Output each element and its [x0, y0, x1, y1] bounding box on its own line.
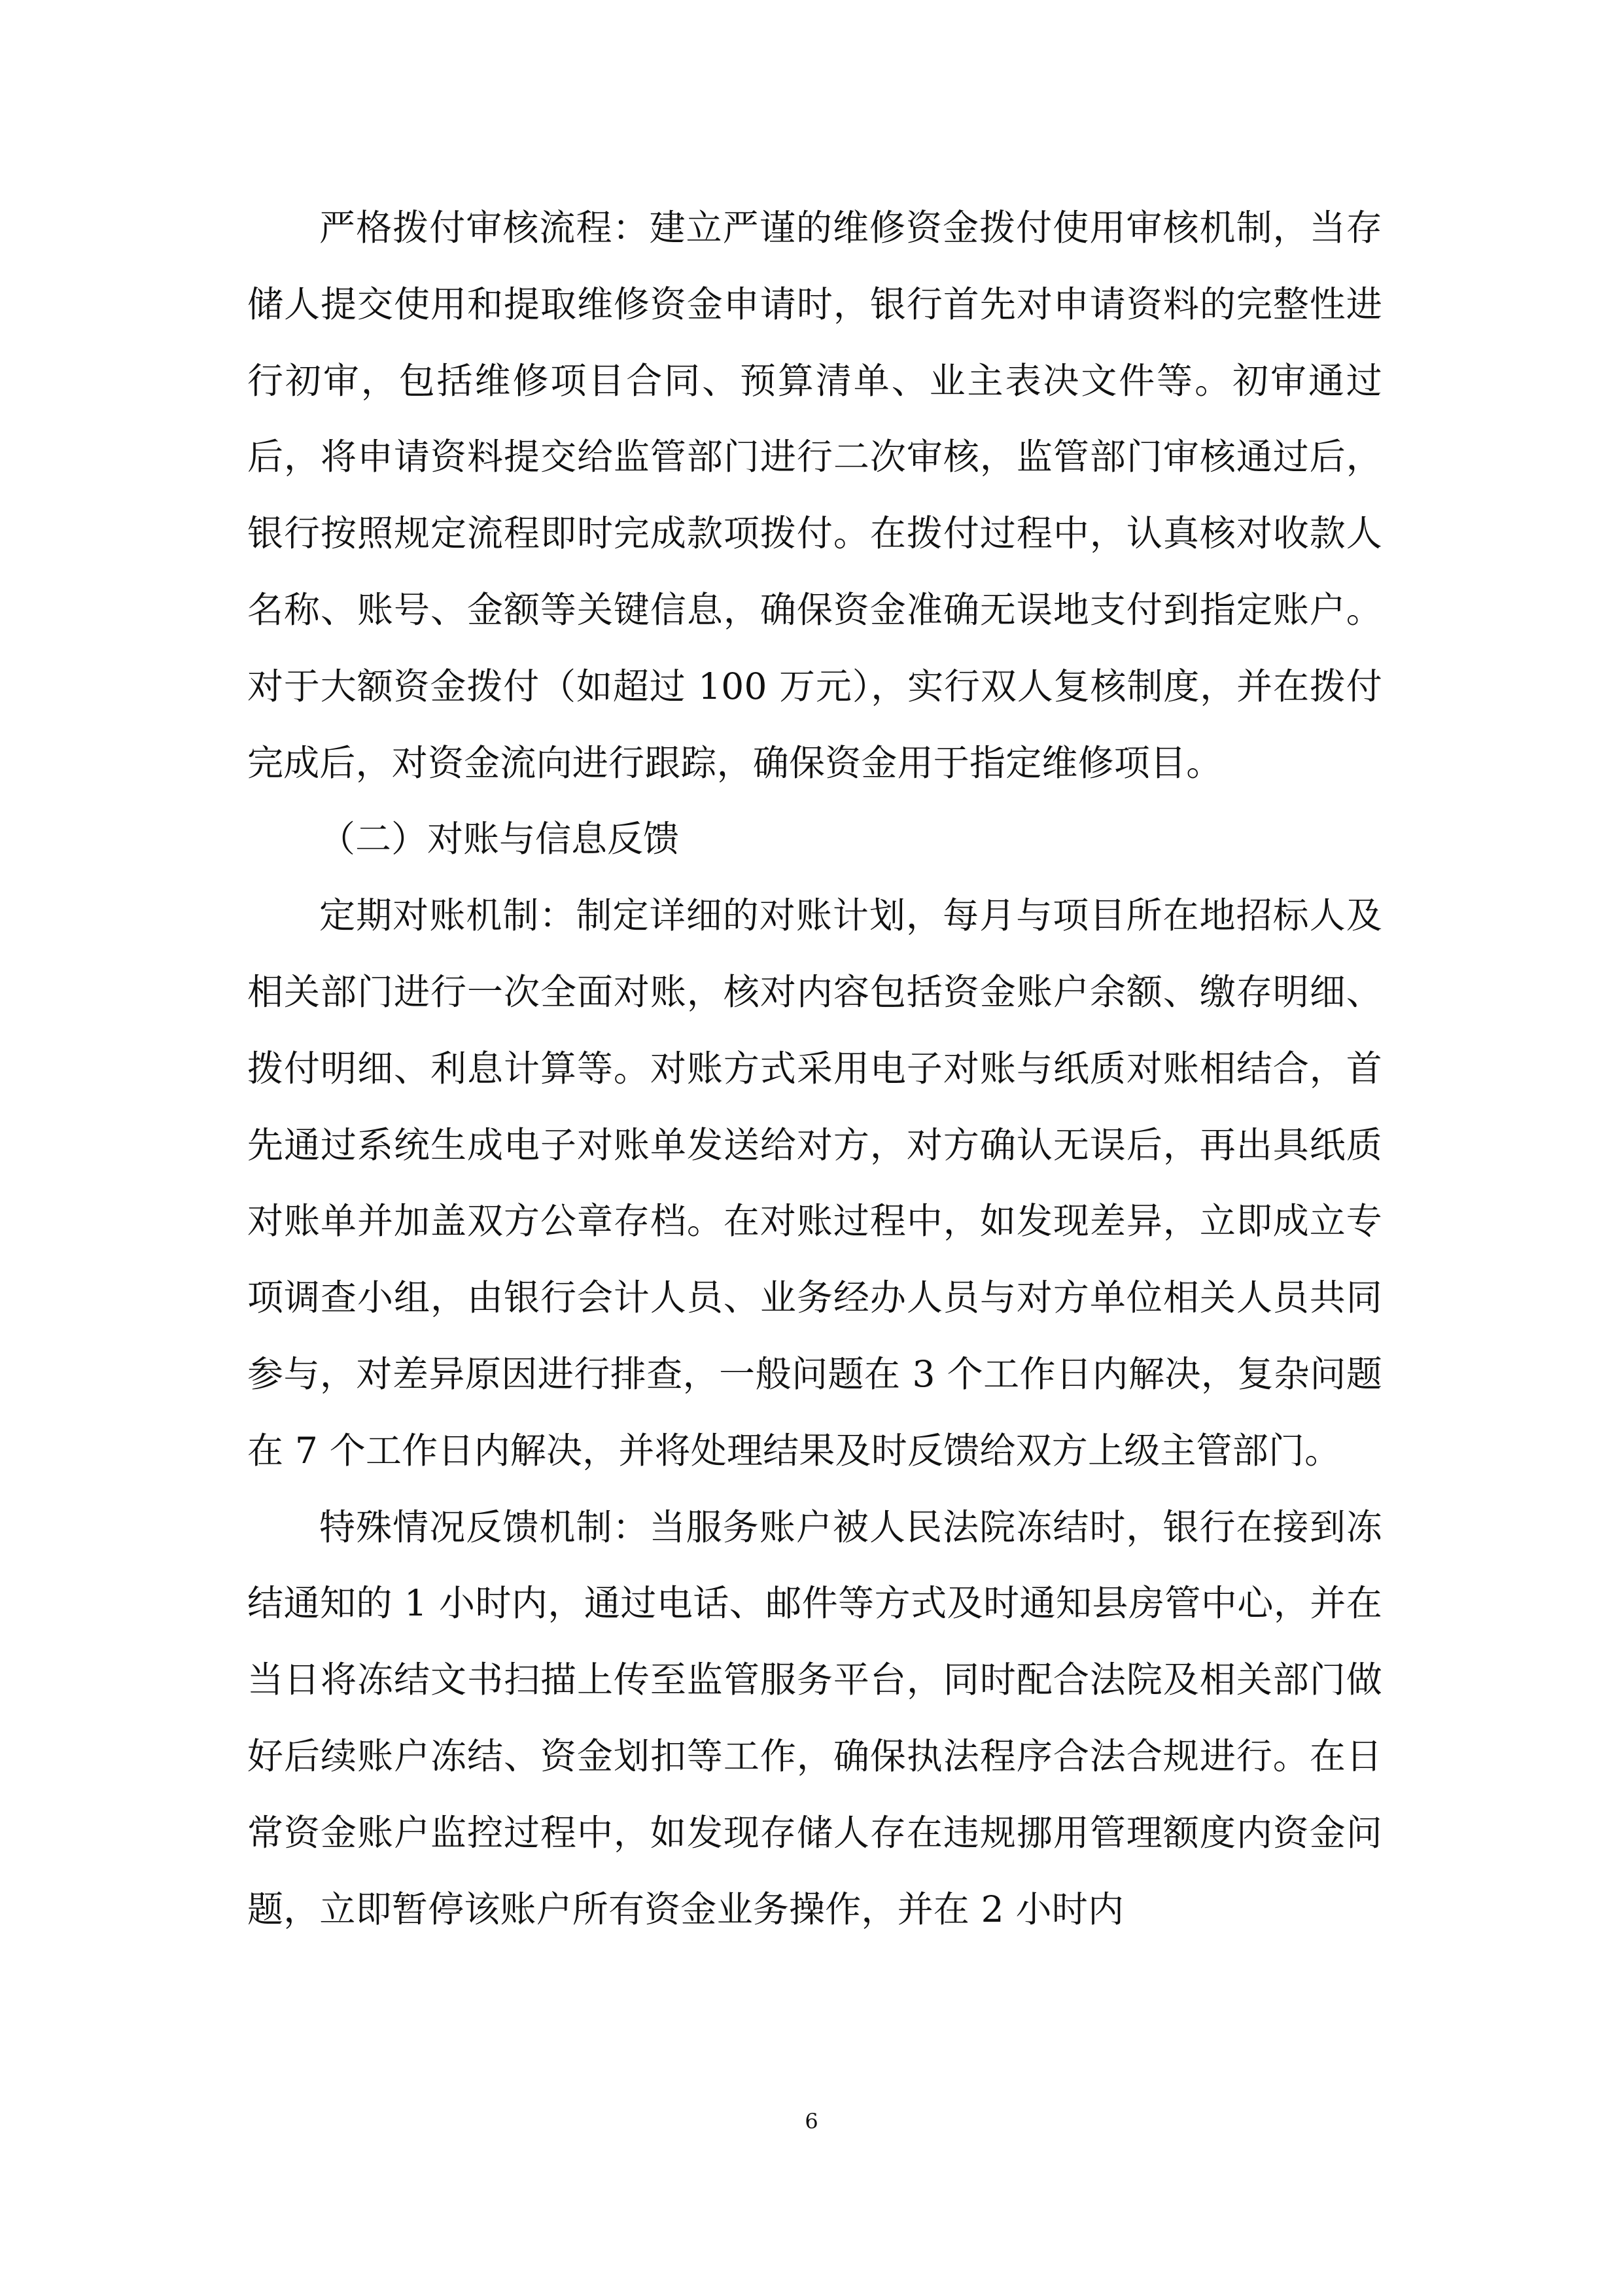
section-heading-reconciliation: （二）对账与信息反馈	[319, 818, 680, 860]
page-number: 6	[805, 2109, 818, 2134]
paragraph-special-feedback: 特殊情况反馈机制：当服务账户被人民法院冻结时，银行在接到冻结通知的 1 小时内，通过电话、邮件等方式及时通知县房管中心，并在当日将冻结文书扫描上传至监管服务平台，同时配合法院及相关部门做好后续账户冻结、资金划扣等工作，确保执法程序合法合规进行。在日常资金账户监控过程中，如发现存储人存在违规挪用管理额度内资金问题，立即暂停该账户所有资金业务操作，并在 2 小时内	[247, 1506, 1382, 1930]
paragraph-approval-process: 严格拨付审核流程：建立严谨的维修资金拨付使用审核机制，当存储人提交使用和提取维修资金申请时，银行首先对申请资料的完整性进行初审，包括维修项目合同、预算清单、业主表决文件等。初审通过后，将申请资料提交给监管部门进行二次审核，监管部门审核通过后，银行按照规定流程即时完成款项拨付。在拨付过程中，认真核对收款人名称、账号、金额等关键信息，确保资金准确无误地支付到指定账户。对于大额资金拨付（如超过 100 万元），实行双人复核制度，并在拨付完成后，对资金流向进行跟踪，确保资金用于指定维修项目。	[247, 207, 1382, 784]
paragraph-reconciliation: 定期对账机制：制定详细的对账计划，每月与项目所在地招标人及相关部门进行一次全面对账，核对内容包括资金账户余额、缴存明细、拨付明细、利息计算等。对账方式采用电子对账与纸质对账相结合，首先通过系统生成电子对账单发送给对方，对方确认无误后，再出具纸质对账单并加盖双方公章存档。在对账过程中，如发现差异，立即成立专项调查小组，由银行会计人员、业务经办人员与对方单位相关人员共同参与，对差异原因进行排查，一般问题在 3 个工作日内解决，复杂问题在 7 个工作日内解决，并将处理结果及时反馈给双方上级主管部门。	[247, 894, 1382, 1472]
body-text	[247, 190, 1382, 1947]
